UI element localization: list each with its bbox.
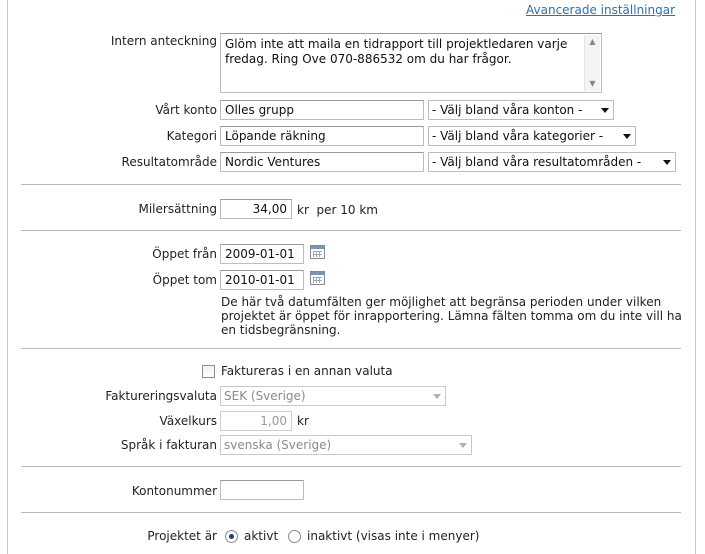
scroll-down-icon[interactable]: ▼ bbox=[589, 79, 596, 88]
chevron-down-icon bbox=[601, 108, 609, 113]
account-select-label: - Välj bland våra konton - bbox=[432, 103, 583, 117]
other-currency-label: Faktureras i en annan valuta bbox=[221, 364, 393, 378]
billing-currency-label: Faktureringsvaluta bbox=[105, 389, 217, 403]
note-scrollbar[interactable] bbox=[584, 35, 600, 91]
billing-currency-select[interactable] bbox=[220, 386, 446, 406]
project-status-label: Projektet är bbox=[147, 529, 217, 543]
separator bbox=[21, 184, 681, 185]
account-number-label: Kontonummer bbox=[131, 484, 217, 498]
invoice-language-label: Språk i fakturan bbox=[120, 438, 217, 452]
note-text: Glöm inte att maila en tidrapport till projektledaren varje fredag. Ring Ove 070-886532 om du har frågor. bbox=[225, 37, 568, 66]
chevron-down-icon bbox=[459, 443, 467, 448]
advanced-settings-link[interactable]: Avancerade inställningar bbox=[526, 3, 676, 17]
category-label: Kategori bbox=[166, 129, 217, 143]
status-active-radio[interactable] bbox=[225, 530, 238, 543]
separator bbox=[21, 230, 681, 231]
result-area-select-label: - Välj bland våra resultatområden - bbox=[432, 155, 642, 169]
open-from-input[interactable]: 2009-01-01 bbox=[220, 244, 304, 264]
chevron-down-icon bbox=[663, 160, 671, 165]
account-select[interactable] bbox=[428, 100, 614, 120]
billing-currency-value: SEK (Sverige) bbox=[224, 389, 306, 403]
mileage-unit: kr per 10 km bbox=[297, 203, 378, 217]
exchange-rate-input[interactable]: 1,00 bbox=[220, 411, 292, 431]
invoice-language-value: svenska (Sverige) bbox=[224, 438, 332, 452]
status-active-label: aktivt bbox=[244, 529, 279, 543]
other-currency-checkbox[interactable] bbox=[202, 365, 215, 378]
category-input[interactable]: Löpande räkning bbox=[220, 126, 424, 146]
invoice-language-select[interactable] bbox=[220, 435, 472, 455]
chevron-down-icon bbox=[623, 134, 631, 139]
status-inactive-radio[interactable] bbox=[288, 530, 301, 543]
exchange-rate-label: Växelkurs bbox=[159, 414, 217, 428]
open-to-input[interactable]: 2010-01-01 bbox=[220, 270, 304, 290]
separator bbox=[21, 466, 681, 467]
account-number-input[interactable] bbox=[220, 480, 304, 500]
account-input[interactable]: Olles grupp bbox=[220, 100, 424, 120]
note-label: Intern anteckning bbox=[110, 34, 217, 48]
open-to-label: Öppet tom bbox=[152, 273, 217, 287]
date-help-text: De här två datumfälten ger möjlighet att begränsa perioden under vilken projektet är öppet för inrapportering. Lämna fälten tomma om du inte vill ha en tidsbegränsning. bbox=[221, 295, 682, 337]
result-area-select[interactable] bbox=[428, 152, 676, 172]
scroll-up-icon[interactable]: ▲ bbox=[589, 37, 596, 46]
result-area-input[interactable]: Nordic Ventures bbox=[220, 152, 424, 172]
account-label: Vårt konto bbox=[155, 103, 217, 117]
separator bbox=[21, 348, 681, 349]
calendar-icon[interactable] bbox=[310, 245, 325, 259]
mileage-input[interactable]: 34,00 bbox=[220, 199, 292, 219]
open-from-label: Öppet från bbox=[152, 247, 217, 261]
separator bbox=[21, 512, 681, 513]
chevron-down-icon bbox=[433, 394, 441, 399]
mileage-label: Milersättning bbox=[138, 202, 217, 216]
category-select-label: - Välj bland våra kategorier - bbox=[432, 129, 604, 143]
status-inactive-label: inaktivt (visas inte i menyer) bbox=[307, 529, 480, 543]
result-area-label: Resultatområde bbox=[121, 155, 217, 169]
note-textarea[interactable] bbox=[220, 33, 602, 93]
exchange-rate-unit: kr bbox=[297, 414, 309, 428]
calendar-icon[interactable] bbox=[310, 271, 325, 285]
category-select[interactable] bbox=[428, 126, 636, 146]
